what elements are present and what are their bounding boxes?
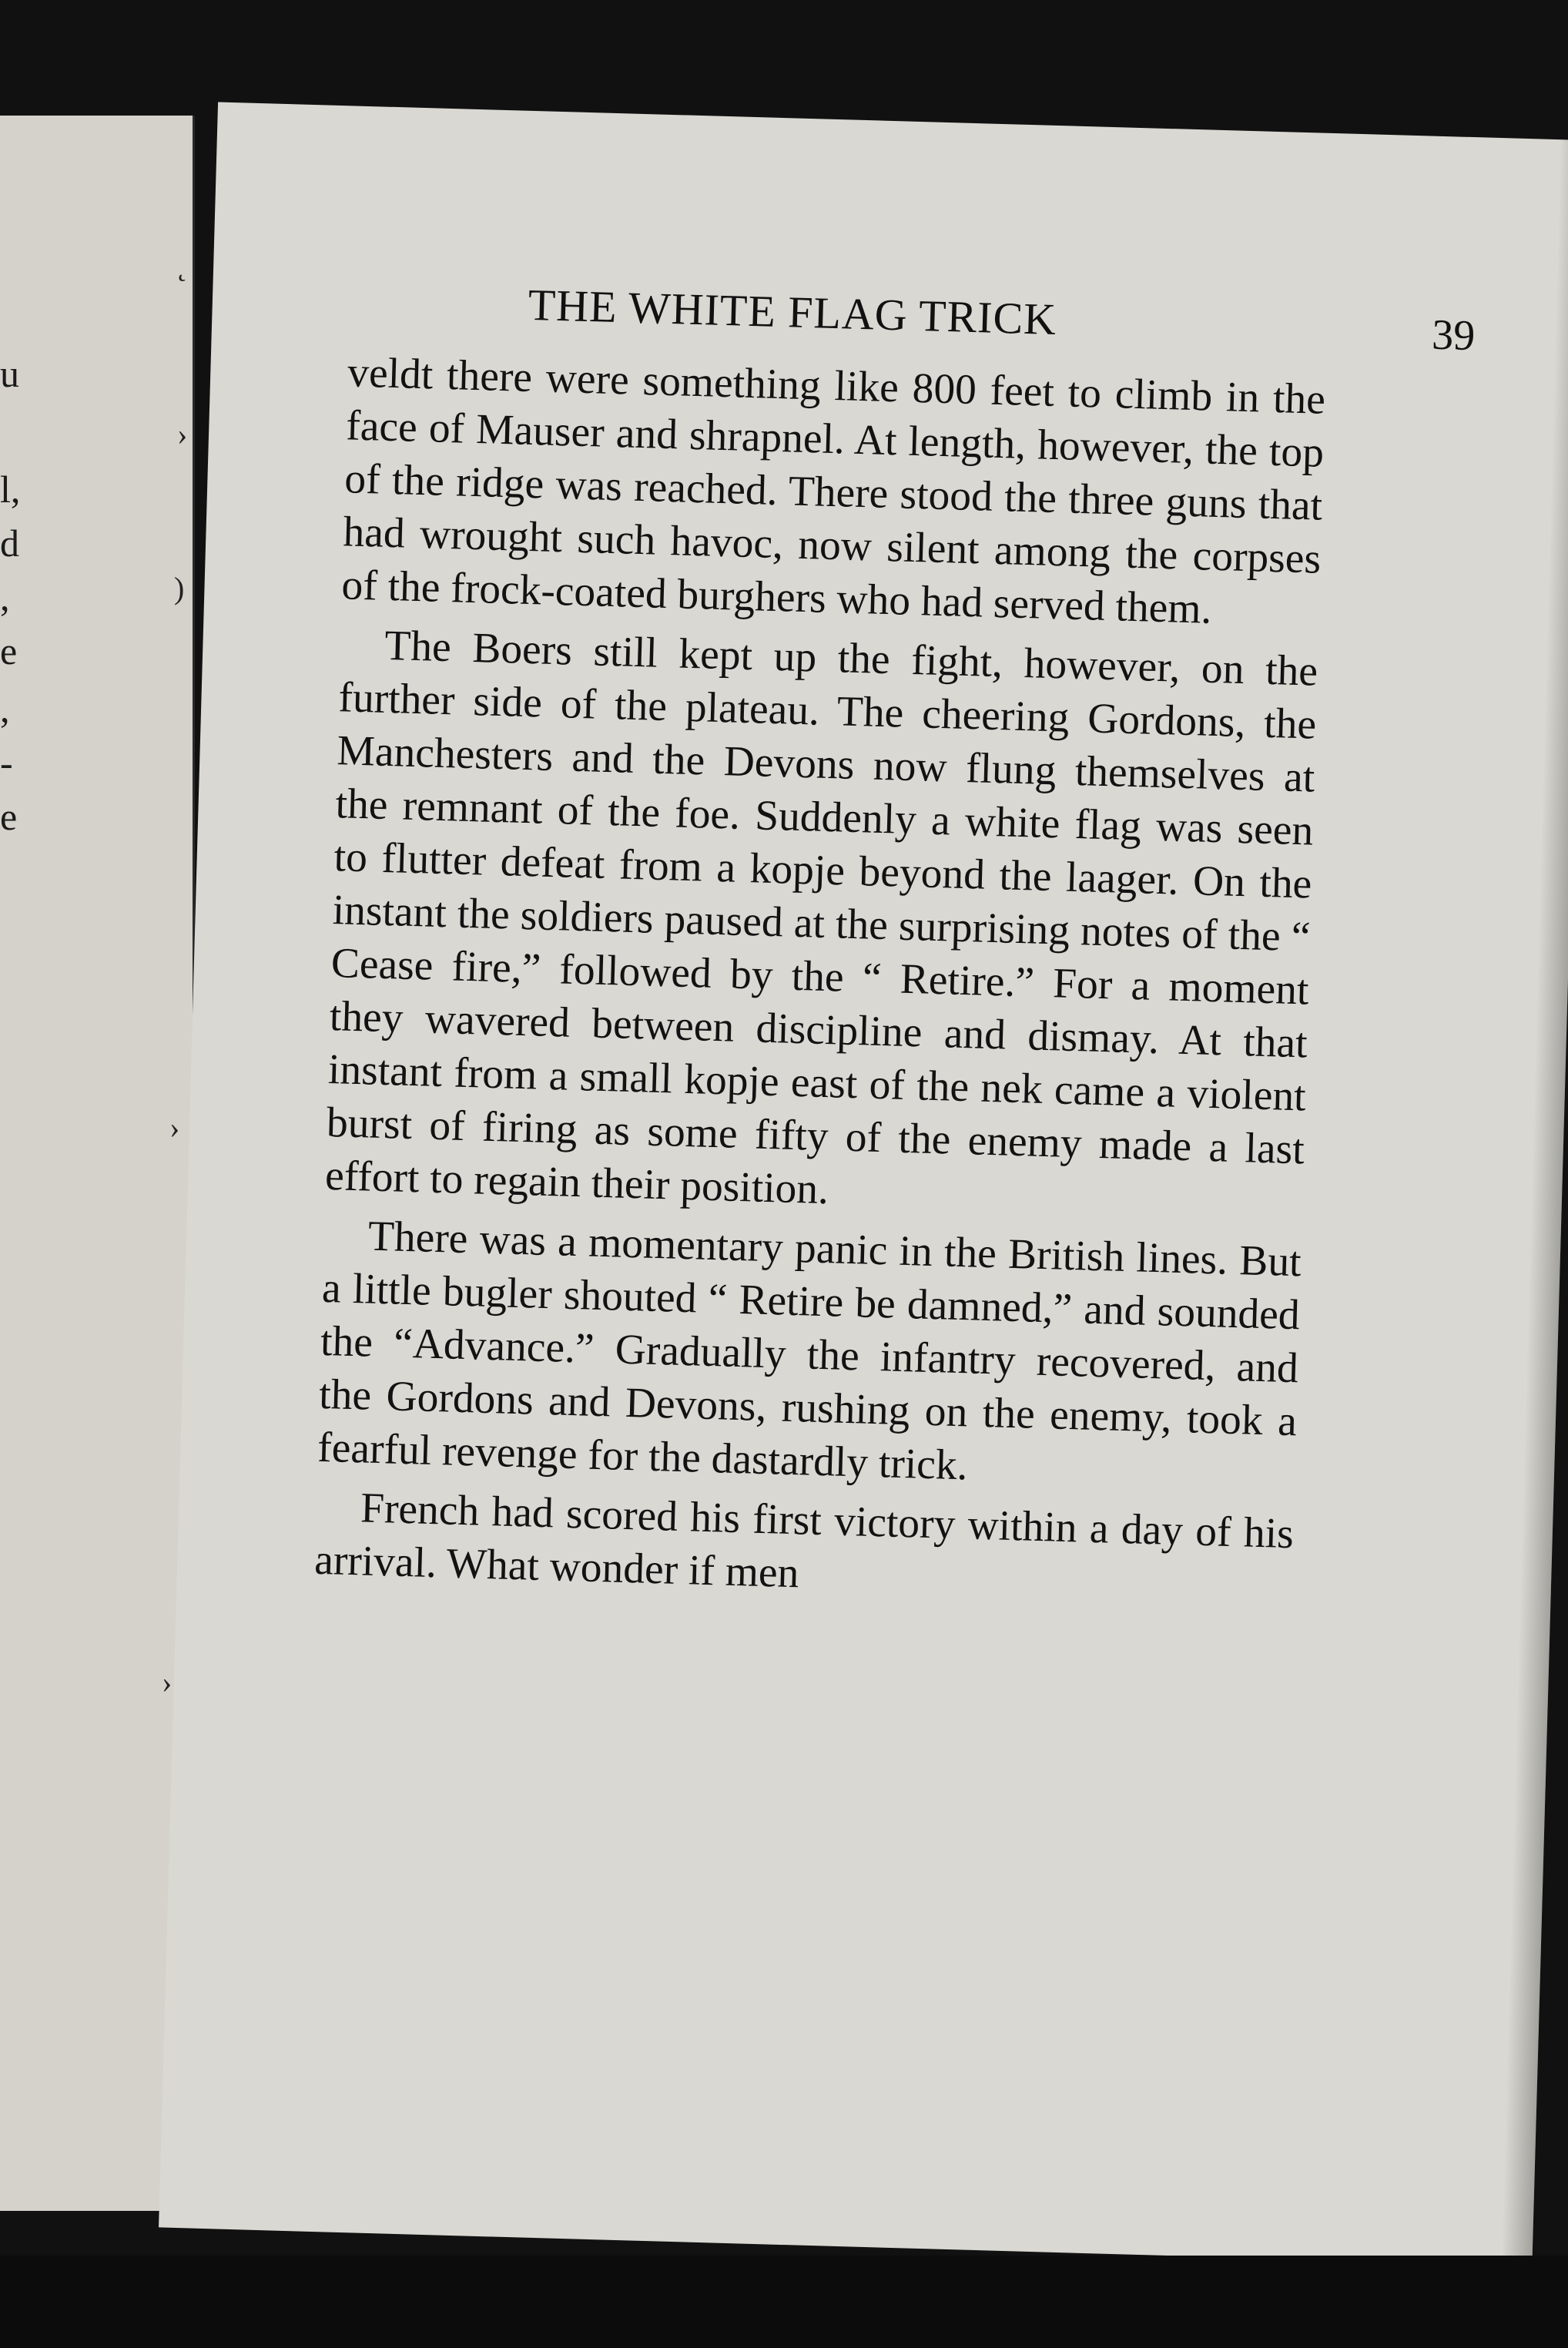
paragraph: French had scored his first victory within a day of his arrival. What wonder if men	[313, 1484, 1295, 1598]
paragraph: The Boers still kept up the fight, however, on the further side of the plateau. The cheering Gordons, the Manchesters and the Devons now flung themselves at the remnant of the foe. Suddenly a white flag was seen to flutter defeat from a kopje beyond the laager. On the instant the soldiers paused at the surprising notes of the “ Cease fire,” followed by the “ Retire.” For a moment they wavered between discipline and dismay. At that instant from a small kopje east of the nek came a violent burst of firing as some fifty of the enemy made a last effort to regain their position.	[324, 622, 1318, 1214]
running-head	[528, 279, 1476, 367]
left-fragment: ,	[0, 687, 10, 730]
body-text	[313, 346, 1326, 1620]
paragraph: veldt there were something like 800 feet to climb in the face of Mauser and shrapnel. At length, however, the top of the ridge was reached. There stood the three guns that had wrought such havoc, now silent among the corpses of the frock-coated burghers who had served them.	[340, 349, 1326, 633]
left-page-text-fragments	[0, 116, 31, 2211]
binding-mark: ˛	[177, 247, 188, 282]
left-fragment: -	[0, 741, 13, 784]
binding-mark: ›	[169, 1110, 180, 1145]
binding-mark: ›	[177, 417, 188, 451]
book-page	[159, 102, 1568, 2266]
left-fragment: e	[0, 795, 18, 838]
left-fragment: e	[0, 629, 18, 673]
left-fragment: l,	[0, 468, 21, 511]
running-head-title: THE WHITE FLAG TRICK	[528, 279, 1057, 345]
left-fragment: u	[0, 352, 19, 395]
left-fragment: d	[0, 522, 19, 565]
scan-bottom-edge	[0, 2256, 1568, 2348]
paragraph: There was a momentary panic in the British lines. But a little bugler shouted “ Retire be damned,” and sounded the “Advance.” Gradually the infantry recovered, and the Gordons and Devons, rushing on the enemy, took a fearful revenge for the dastardly trick.	[317, 1213, 1302, 1490]
page-edge-shadow	[1501, 139, 1568, 2266]
page-number: 39	[1431, 310, 1476, 361]
binding-mark: ›	[162, 1665, 173, 1699]
left-fragment: ,	[0, 575, 10, 619]
binding-mark: )	[174, 571, 185, 605]
